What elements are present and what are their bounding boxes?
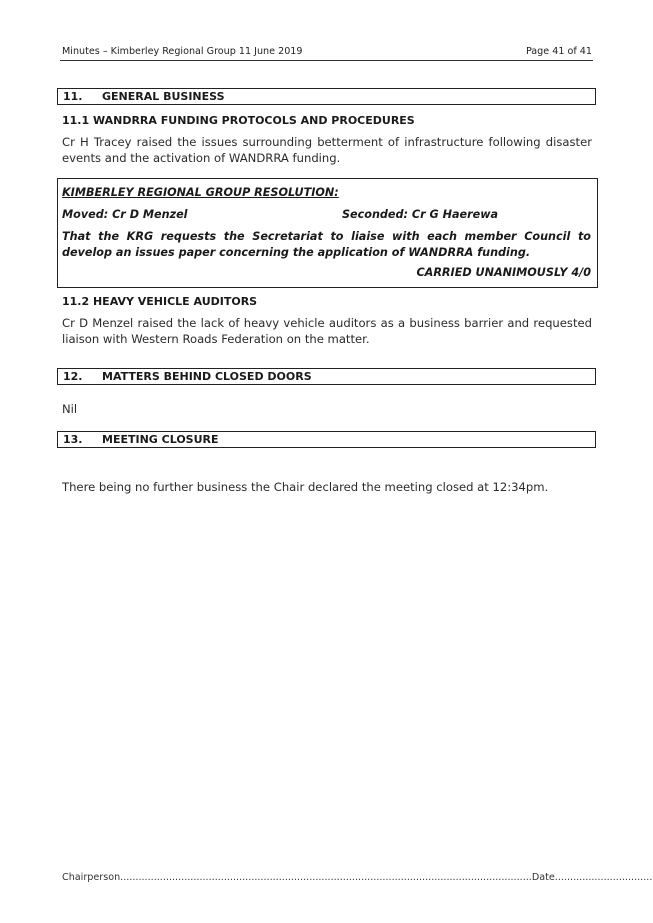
resolution-seconded: Seconded: Cr G Haerewa <box>342 208 499 221</box>
resolution-moved: Moved: Cr D Menzel <box>62 208 188 221</box>
item-11-2-heading: 11.2 HEAVY VEHICLE AUDITORS <box>62 295 258 308</box>
section-11-title: GENERAL BUSINESS <box>102 90 225 103</box>
section-12-heading-box <box>57 368 596 385</box>
item-11-1-heading: 11.1 WANDRRA FUNDING PROTOCOLS AND PROCEDURES <box>62 114 415 127</box>
header-divider <box>60 60 593 61</box>
page-number: Page 41 of 41 <box>525 46 592 57</box>
item-11-1-text: Cr H Tracey raised the issues surrounding betterment of infrastructure following disaster events and the activation of WANDRRA funding. <box>62 135 592 165</box>
section-12-title: MATTERS BEHIND CLOSED DOORS <box>102 370 312 383</box>
header-left: Minutes – Kimberley Regional Group 11 June 2019 <box>62 46 303 57</box>
section-12-text: Nil <box>62 402 78 416</box>
signature-line: Chairperson.......................................................................................................................................Date................................ <box>62 872 653 883</box>
closure-text: There being no further business the Chair declared the meeting closed at 12:34pm. <box>62 480 549 494</box>
section-13-heading-box <box>57 431 596 448</box>
item-11-2-text: Cr D Menzel raised the lack of heavy vehicle auditors as a business barrier and requested liaison with Western Roads Federation on the matter. <box>62 316 592 346</box>
section-13-number: 13. <box>63 433 83 446</box>
section-11-number: 11. <box>63 90 83 103</box>
section-11-heading-box <box>57 88 596 105</box>
resolution-box <box>57 178 598 288</box>
section-13-title: MEETING CLOSURE <box>102 433 219 446</box>
resolution-carried: CARRIED UNANIMOUSLY 4/0 <box>416 266 591 279</box>
section-12-number: 12. <box>63 370 83 383</box>
resolution-title: KIMBERLEY REGIONAL GROUP RESOLUTION: <box>62 186 339 199</box>
resolution-text: That the KRG requests the Secretariat to liaise with each member Council to develop an issues paper concerning the application of WANDRRA funding. <box>62 230 591 259</box>
